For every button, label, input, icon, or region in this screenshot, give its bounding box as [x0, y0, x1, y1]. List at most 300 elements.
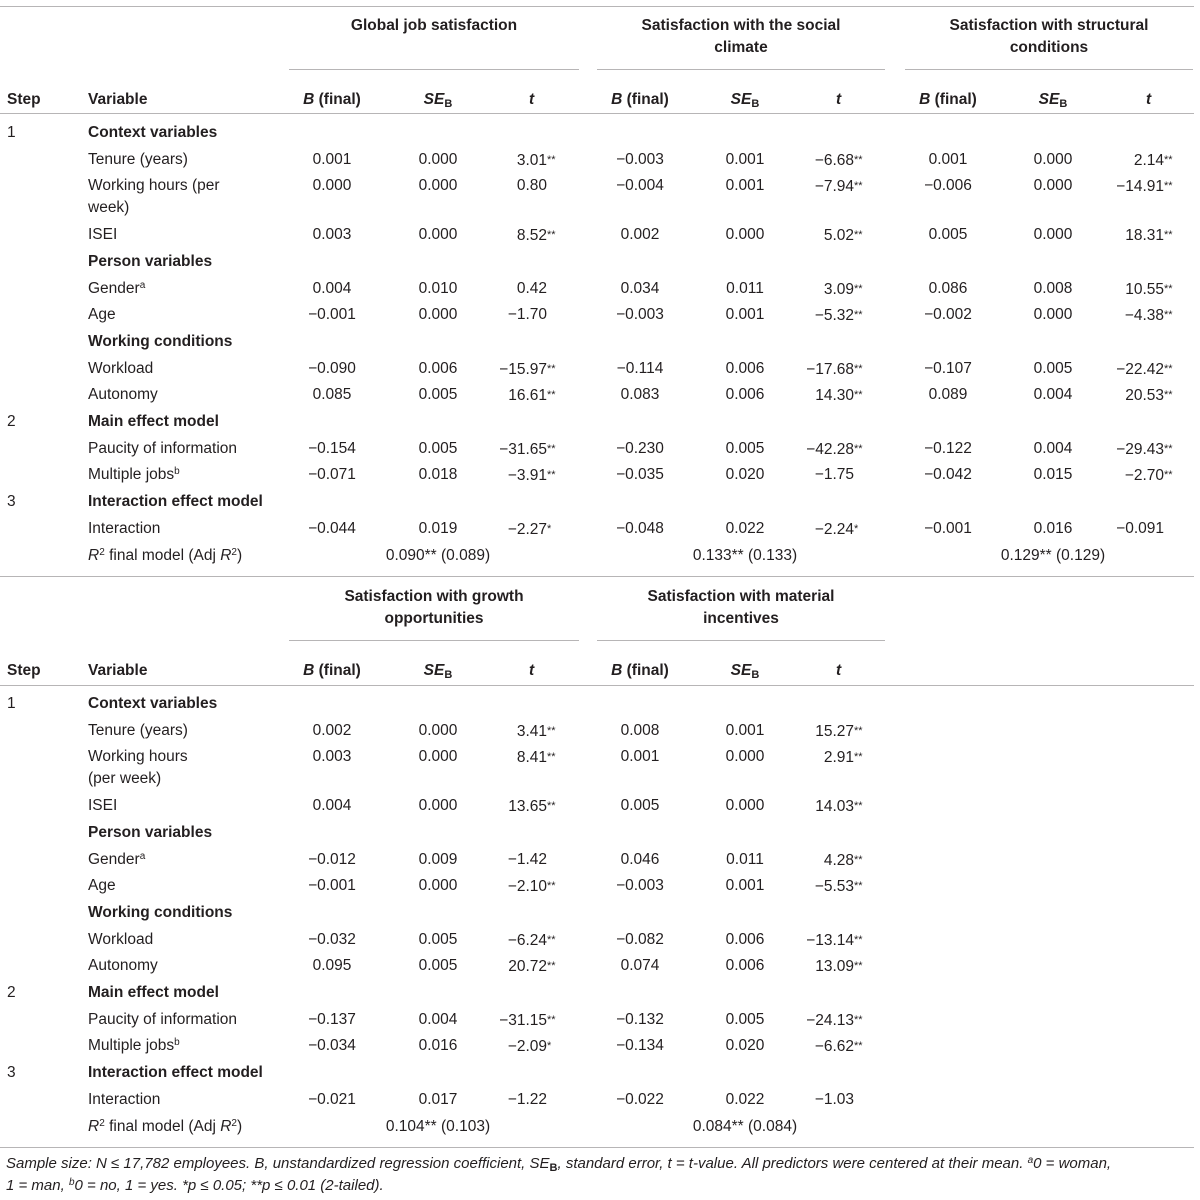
panel2-cell-b: 0.008 [620, 721, 660, 739]
panel1-cell-se: 0.000 [1033, 306, 1073, 324]
cell-t-value: 3.41 [516, 722, 547, 740]
panel1-bottom-rule [0, 576, 1194, 577]
panel1-cell-b: −0.114 [616, 359, 664, 377]
panel1-top-rule [0, 6, 1194, 7]
panel2-header-b-final-0 [272, 660, 392, 682]
panel1-cell-se: 0.000 [418, 177, 458, 195]
cell-t-value: −2.27 [507, 520, 547, 538]
panel1-group-title-2: Satisfaction with structural [949, 17, 1149, 34]
cell-significance: ** [547, 724, 556, 737]
cell-significance: ** [854, 1040, 863, 1053]
variable-text: Multiple jobs [88, 466, 175, 484]
cell-t-value: −6.68 [814, 151, 854, 169]
panel2-header-rule [0, 685, 1194, 686]
panel2-step-number: 1 [7, 695, 16, 712]
header-b-rest: (final) [622, 91, 669, 108]
panel1-cell-t [443, 384, 563, 407]
header-se-main: SE [1038, 91, 1060, 108]
cell-t-value: −0.091 [1116, 519, 1164, 537]
cell-t-value: −4.38 [1124, 307, 1164, 325]
panel1-cell-se: 0.019 [418, 519, 458, 537]
panel2-cell-t [750, 955, 870, 978]
r2-r: R [88, 546, 100, 564]
panel1-variable-label [88, 175, 220, 197]
cell-t-value: −17.68 [806, 360, 854, 378]
cell-t-value: −31.65 [499, 440, 547, 458]
panel1-cell-b: 0.089 [928, 386, 968, 404]
cell-t-value: 3.09 [823, 280, 854, 298]
panel1-cell-b: 0.001 [312, 150, 352, 168]
panel1-cell-b: −0.002 [924, 306, 972, 324]
cell-t-value: −6.62 [814, 1038, 854, 1056]
panel2-cell-se: 0.000 [725, 797, 765, 815]
panel2-cell-t [443, 849, 563, 871]
panel1-group-rule-0 [289, 69, 579, 70]
panel1-cell-se: 0.005 [418, 439, 458, 457]
panel2-cell-t [750, 875, 870, 898]
panel2-cell-t [750, 720, 870, 743]
panel1-cell-se: 0.006 [418, 359, 458, 377]
cell-t-value: −1.70 [507, 306, 547, 324]
cell-t-value: 15.27 [815, 722, 854, 740]
panel2-variable-label-line2: (per week) [88, 770, 162, 788]
panel1-group-rule-2 [905, 69, 1193, 70]
cell-significance: ** [854, 229, 863, 242]
header-se-sub: B [751, 669, 760, 681]
panel1-header-t-2: t [1146, 91, 1152, 108]
panel1-cell-se: 0.004 [1033, 439, 1073, 457]
cell-t-value: −1.22 [507, 1090, 547, 1108]
panel2-cell-se: 0.004 [418, 1010, 458, 1028]
panel1-cell-b: 0.002 [620, 226, 660, 244]
r2-end: ) [236, 1117, 243, 1135]
panel2-cell-t [443, 875, 563, 898]
panel2-cell-se: 0.005 [418, 957, 458, 975]
cell-t-value: −5.32 [814, 307, 854, 325]
panel1-cell-b: −0.001 [308, 306, 356, 324]
panel2-cell-t [750, 1009, 870, 1032]
variable-footnote-sup: a [139, 279, 146, 291]
cell-significance: ** [547, 1013, 556, 1026]
footnote-text-2: , standard error, t = t-value. All predictors were centered at their mean. [557, 1155, 1028, 1172]
panel1-cell-se: 0.005 [418, 386, 458, 404]
panel2-cell-t [750, 1089, 870, 1111]
cell-t-value: 3.01 [516, 151, 547, 169]
panel2-cell-b: −0.034 [308, 1037, 356, 1055]
panel1-cell-t [443, 149, 563, 172]
r2-mid: final model (Adj [104, 1117, 221, 1135]
panel1-cell-b: 0.001 [928, 150, 968, 168]
panel1-cell-b: −0.071 [308, 466, 356, 484]
panel2-step-number: 3 [7, 1064, 16, 1082]
variable-text: Autonomy [88, 957, 158, 975]
r2-r-adj: R [220, 546, 232, 564]
cell-significance: ** [854, 880, 863, 893]
panel1-cell-t [1060, 518, 1180, 540]
panel1-header-se-2 [1013, 89, 1093, 111]
panel1-r2-value-1: 0.133** (0.133) [692, 546, 798, 564]
cell-significance: ** [1164, 469, 1173, 482]
panel1-variable-label [88, 149, 188, 171]
header-b-rest: (final) [314, 662, 361, 679]
panel1-cell-se: 0.020 [725, 466, 765, 484]
panel1-cell-t [750, 384, 870, 407]
cell-t-value: −6.24 [507, 931, 547, 949]
panel2-cell-t [443, 746, 563, 769]
cell-significance: ** [854, 362, 863, 375]
panel1-variable-label [88, 224, 117, 246]
panel1-cell-t [750, 438, 870, 461]
panel1-cell-se: 0.000 [418, 150, 458, 168]
panel1-cell-b: −0.230 [616, 439, 664, 457]
panel1-header-se-0 [398, 89, 478, 111]
panel2-variable-label [88, 875, 116, 897]
panel2-cell-b: 0.074 [620, 957, 660, 975]
table-footnote [6, 1153, 1196, 1197]
cell-significance: ** [547, 362, 556, 375]
panel1-header-variable: Variable [88, 91, 148, 108]
header-se-main: SE [423, 662, 445, 679]
variable-text: ISEI [88, 226, 118, 244]
panel1-variable-label [88, 304, 116, 326]
panel2-cell-b: 0.046 [620, 850, 660, 868]
panel1-cell-se: 0.001 [725, 150, 765, 168]
panel1-cell-se: 0.006 [725, 386, 765, 404]
panel2-r2-value-0: 0.104** (0.103) [385, 1117, 491, 1135]
panel2-cell-se: 0.009 [418, 850, 458, 868]
cell-t-value: 18.31 [1125, 227, 1164, 245]
header-b-italic: B [303, 662, 315, 679]
panel1-cell-t [443, 304, 563, 326]
panel2-bottom-rule [0, 1147, 1194, 1148]
panel1-cell-t [443, 464, 563, 487]
panel1-section-label: Context variables [88, 124, 218, 141]
panel2-cell-b: 0.002 [312, 721, 352, 739]
cell-significance: ** [854, 751, 863, 764]
panel1-cell-b: −0.090 [308, 359, 356, 377]
cell-significance: ** [854, 389, 863, 402]
panel1-cell-b: −0.006 [924, 177, 972, 195]
panel2-cell-b: −0.137 [308, 1010, 356, 1028]
cell-significance: ** [547, 880, 556, 893]
variable-text: Age [88, 306, 116, 324]
panel1-variable-label [88, 438, 237, 460]
header-se-main: SE [730, 662, 752, 679]
panel2-step-number: 2 [7, 984, 16, 1001]
variable-text: Multiple jobs [88, 1037, 175, 1055]
cell-t-value: −29.43 [1116, 440, 1164, 458]
variable-text: Paucity of information [88, 1010, 238, 1028]
panel2-cell-se: 0.000 [418, 721, 458, 739]
panel2-cell-b: −0.021 [308, 1090, 356, 1108]
panel1-header-b-final-1 [580, 89, 700, 111]
panel1-cell-t [1060, 175, 1180, 198]
panel1-cell-t [443, 278, 563, 300]
panel1-cell-b: 0.004 [312, 279, 352, 297]
cell-t-value: −2.24 [814, 520, 854, 538]
panel2-cell-t [443, 1035, 563, 1058]
cell-significance: ** [854, 1013, 863, 1026]
panel2-section-label: Context variables [88, 695, 218, 712]
header-b-rest: (final) [622, 662, 669, 679]
panel1-cell-t [443, 438, 563, 461]
footnote-se-subscript: B [549, 1162, 558, 1174]
variable-text: Tenure (years) [88, 150, 188, 168]
panel1-cell-b: −0.154 [308, 439, 356, 457]
cell-t-value: 20.53 [1125, 387, 1164, 405]
variable-text: Paucity of information [88, 439, 238, 457]
panel1-cell-se: 0.015 [1033, 466, 1073, 484]
panel1-cell-se: 0.001 [725, 306, 765, 324]
cell-significance: ** [854, 309, 863, 322]
panel2-group-title-0: Satisfaction with growth [344, 588, 524, 605]
panel1-cell-se: 0.006 [725, 359, 765, 377]
panel1-cell-b: −0.042 [924, 466, 972, 484]
header-se-sub: B [444, 98, 453, 110]
panel1-section-label: Interaction effect model [88, 493, 263, 511]
header-se-sub: B [751, 98, 760, 110]
panel2-section-label: Person variables [88, 823, 213, 841]
panel1-cell-se: 0.005 [725, 439, 765, 457]
cell-significance: ** [1164, 362, 1173, 375]
panel2-r2-label [88, 1116, 242, 1138]
panel1-cell-b: 0.086 [928, 279, 968, 297]
panel1-cell-b: −0.122 [924, 439, 972, 457]
panel2-cell-b: −0.022 [616, 1090, 664, 1108]
panel2-cell-se: 0.000 [418, 877, 458, 895]
panel1-cell-t [1060, 304, 1180, 327]
panel1-cell-se: 0.018 [418, 466, 458, 484]
cell-significance: ** [1164, 309, 1173, 322]
variable-text: Working hours [88, 748, 188, 766]
panel2-header-step: Step [7, 662, 41, 679]
variable-text: Tenure (years) [88, 721, 188, 739]
panel2-cell-se: 0.000 [725, 748, 765, 766]
cell-significance: ** [547, 442, 556, 455]
panel1-cell-t [750, 278, 870, 301]
cell-t-value: 5.02 [823, 227, 854, 245]
panel1-r2-value-0: 0.090** (0.089) [385, 546, 491, 564]
header-se-main: SE [423, 91, 445, 108]
panel2-cell-t [750, 849, 870, 872]
panel1-cell-b: 0.034 [620, 279, 660, 297]
panel2-cell-se: 0.006 [725, 930, 765, 948]
panel1-variable-label [88, 518, 160, 540]
panel2-cell-b: 0.095 [312, 957, 352, 975]
panel1-cell-se: 0.001 [725, 177, 765, 195]
panel1-cell-t [1060, 384, 1180, 407]
panel2-group-title-1: Satisfaction with material [647, 588, 835, 605]
panel1-cell-t [1060, 464, 1180, 487]
panel2-variable-label [88, 1089, 160, 1111]
r2-sup-adj: 2 [231, 546, 237, 558]
cell-t-value: 0.80 [516, 177, 547, 195]
cell-significance: ** [547, 469, 556, 482]
panel1-cell-t [443, 358, 563, 381]
panel2-variable-label [88, 929, 153, 951]
panel1-section-label: Person variables [88, 252, 213, 270]
panel1-cell-b: −0.044 [308, 519, 356, 537]
cell-t-value: 2.91 [823, 749, 854, 767]
cell-t-value: −1.75 [814, 466, 854, 484]
header-b-rest: (final) [314, 91, 361, 108]
footnote-sup-a: a [1027, 1155, 1034, 1166]
panel1-header-se-1 [705, 89, 785, 111]
variable-text: Working hours (per [88, 177, 220, 195]
panel1-cell-b: −0.003 [616, 150, 664, 168]
cell-t-value: −2.70 [1124, 467, 1164, 485]
cell-significance: ** [854, 800, 863, 813]
panel1-cell-b: 0.000 [312, 177, 352, 195]
panel2-cell-se: 0.020 [725, 1037, 765, 1055]
panel2-header-t-1: t [836, 662, 842, 679]
cell-significance: ** [547, 800, 556, 813]
cell-significance: ** [854, 853, 863, 866]
panel1-variable-label [88, 384, 158, 406]
cell-significance: * [854, 522, 859, 535]
panel2-cell-t [443, 720, 563, 743]
panel1-cell-t [750, 175, 870, 198]
panel1-group-rule-1 [597, 69, 885, 70]
panel2-header-se-0 [398, 660, 478, 682]
cell-t-value: 0.42 [516, 279, 547, 297]
cell-significance: ** [547, 933, 556, 946]
footnote-text-1: Sample size: N ≤ 17,782 employees. B, unstandardized regression coefficient, SE [6, 1155, 550, 1172]
panel1-cell-t [1060, 224, 1180, 247]
cell-significance: ** [547, 153, 556, 166]
cell-significance: ** [854, 180, 863, 193]
panel2-header-b-final-1 [580, 660, 700, 682]
panel2-header-t-0: t [529, 662, 535, 679]
cell-significance: ** [1164, 389, 1173, 402]
footnote-text-b: 0 = no, 1 = yes. *p ≤ 0.05; **p ≤ 0.01 (2-tailed). [74, 1177, 384, 1194]
cell-t-value: 13.65 [508, 798, 547, 816]
panel2-cell-t [750, 746, 870, 769]
variable-text: Interaction [88, 1090, 161, 1108]
cell-t-value: −42.28 [806, 440, 854, 458]
panel2-cell-b: −0.032 [308, 930, 356, 948]
panel2-variable-label [88, 1009, 237, 1031]
cell-t-value: 20.72 [508, 958, 547, 976]
cell-t-value: −1.03 [814, 1090, 854, 1108]
header-b-italic: B [303, 91, 315, 108]
panel2-variable-label [88, 746, 188, 768]
panel1-cell-b: −0.001 [924, 519, 972, 537]
panel1-cell-se: 0.000 [418, 226, 458, 244]
panel2-cell-se: 0.011 [726, 850, 764, 868]
panel2-group-title-line2-0: opportunities [384, 610, 484, 627]
cell-t-value: 14.03 [815, 798, 854, 816]
footnote-sup-b: b [68, 1177, 75, 1188]
header-b-rest: (final) [930, 91, 977, 108]
variable-footnote-sup: b [174, 1037, 180, 1049]
panel1-cell-t [1060, 149, 1180, 172]
cell-significance: ** [547, 960, 556, 973]
panel1-variable-label [88, 278, 145, 300]
panel1-group-title-line2-2: conditions [1009, 39, 1089, 56]
panel2-group-title-line2-1: incentives [703, 610, 779, 627]
header-b-italic: B [611, 662, 623, 679]
panel1-cell-se: 0.000 [1033, 150, 1073, 168]
panel2-section-label: Main effect model [88, 984, 219, 1001]
panel1-cell-se: 0.000 [1033, 226, 1073, 244]
panel1-cell-se: 0.011 [726, 279, 764, 297]
panel1-cell-t [1060, 358, 1180, 381]
panel1-cell-se: 0.000 [725, 226, 765, 244]
cell-significance: ** [547, 389, 556, 402]
r2-sup-adj: 2 [231, 1117, 237, 1129]
panel2-cell-se: 0.000 [418, 797, 458, 815]
cell-t-value: −24.13 [806, 1011, 854, 1029]
panel2-cell-se: 0.005 [418, 930, 458, 948]
panel2-group-rule-1 [597, 640, 885, 641]
panel1-cell-t [1060, 438, 1180, 461]
panel2-variable-label [88, 955, 158, 977]
panel1-cell-se: 0.016 [1033, 519, 1073, 537]
panel2-cell-se: 0.001 [725, 877, 765, 895]
panel1-header-t-1: t [836, 91, 842, 108]
panel1-section-label: Working conditions [88, 332, 233, 350]
variable-text: Workload [88, 930, 154, 948]
panel1-step-number: 3 [7, 493, 16, 511]
panel1-cell-b: 0.085 [312, 386, 352, 404]
panel1-step-number: 2 [7, 413, 16, 430]
cell-t-value: −31.15 [499, 1011, 547, 1029]
cell-significance: ** [854, 960, 863, 973]
cell-significance: * [547, 1040, 552, 1053]
cell-significance: ** [854, 153, 863, 166]
panel2-header-se-1 [705, 660, 785, 682]
header-b-italic: B [611, 91, 623, 108]
variable-text: Age [88, 877, 116, 895]
cell-t-value: 16.61 [508, 387, 547, 405]
cell-significance: ** [1164, 442, 1173, 455]
panel1-header-b-final-0 [272, 89, 392, 111]
panel1-header-b-final-2 [888, 89, 1008, 111]
panel2-header-variable: Variable [88, 662, 148, 679]
panel1-section-label: Main effect model [88, 413, 219, 430]
panel1-cell-se: 0.000 [418, 306, 458, 324]
cell-significance: ** [1164, 180, 1173, 193]
panel2-cell-t [750, 795, 870, 818]
panel1-cell-se: 0.004 [1033, 386, 1073, 404]
cell-t-value: −14.91 [1116, 178, 1164, 196]
cell-significance: ** [854, 724, 863, 737]
r2-sup: 2 [99, 546, 105, 558]
panel1-cell-t [750, 518, 870, 541]
panel1-cell-b: 0.005 [928, 226, 968, 244]
panel1-cell-b: 0.003 [312, 226, 352, 244]
panel2-cell-b: −0.012 [308, 850, 356, 868]
cell-significance: ** [854, 442, 863, 455]
panel1-cell-se: 0.022 [725, 519, 765, 537]
panel2-cell-b: 0.001 [620, 748, 660, 766]
panel2-cell-b: −0.082 [616, 930, 664, 948]
panel1-cell-se: 0.008 [1033, 279, 1073, 297]
panel2-cell-t [750, 1035, 870, 1058]
panel1-header-step: Step [7, 91, 41, 108]
cell-t-value: −2.10 [507, 878, 547, 896]
panel1-cell-b: −0.048 [616, 519, 664, 537]
panel1-cell-t [443, 175, 563, 197]
panel1-cell-t [750, 358, 870, 381]
panel2-cell-t [443, 795, 563, 818]
cell-significance: ** [547, 751, 556, 764]
cell-t-value: −7.94 [814, 178, 854, 196]
panel2-variable-label [88, 1035, 180, 1057]
cell-significance: ** [1164, 229, 1173, 242]
variable-text: Gender [88, 850, 140, 868]
